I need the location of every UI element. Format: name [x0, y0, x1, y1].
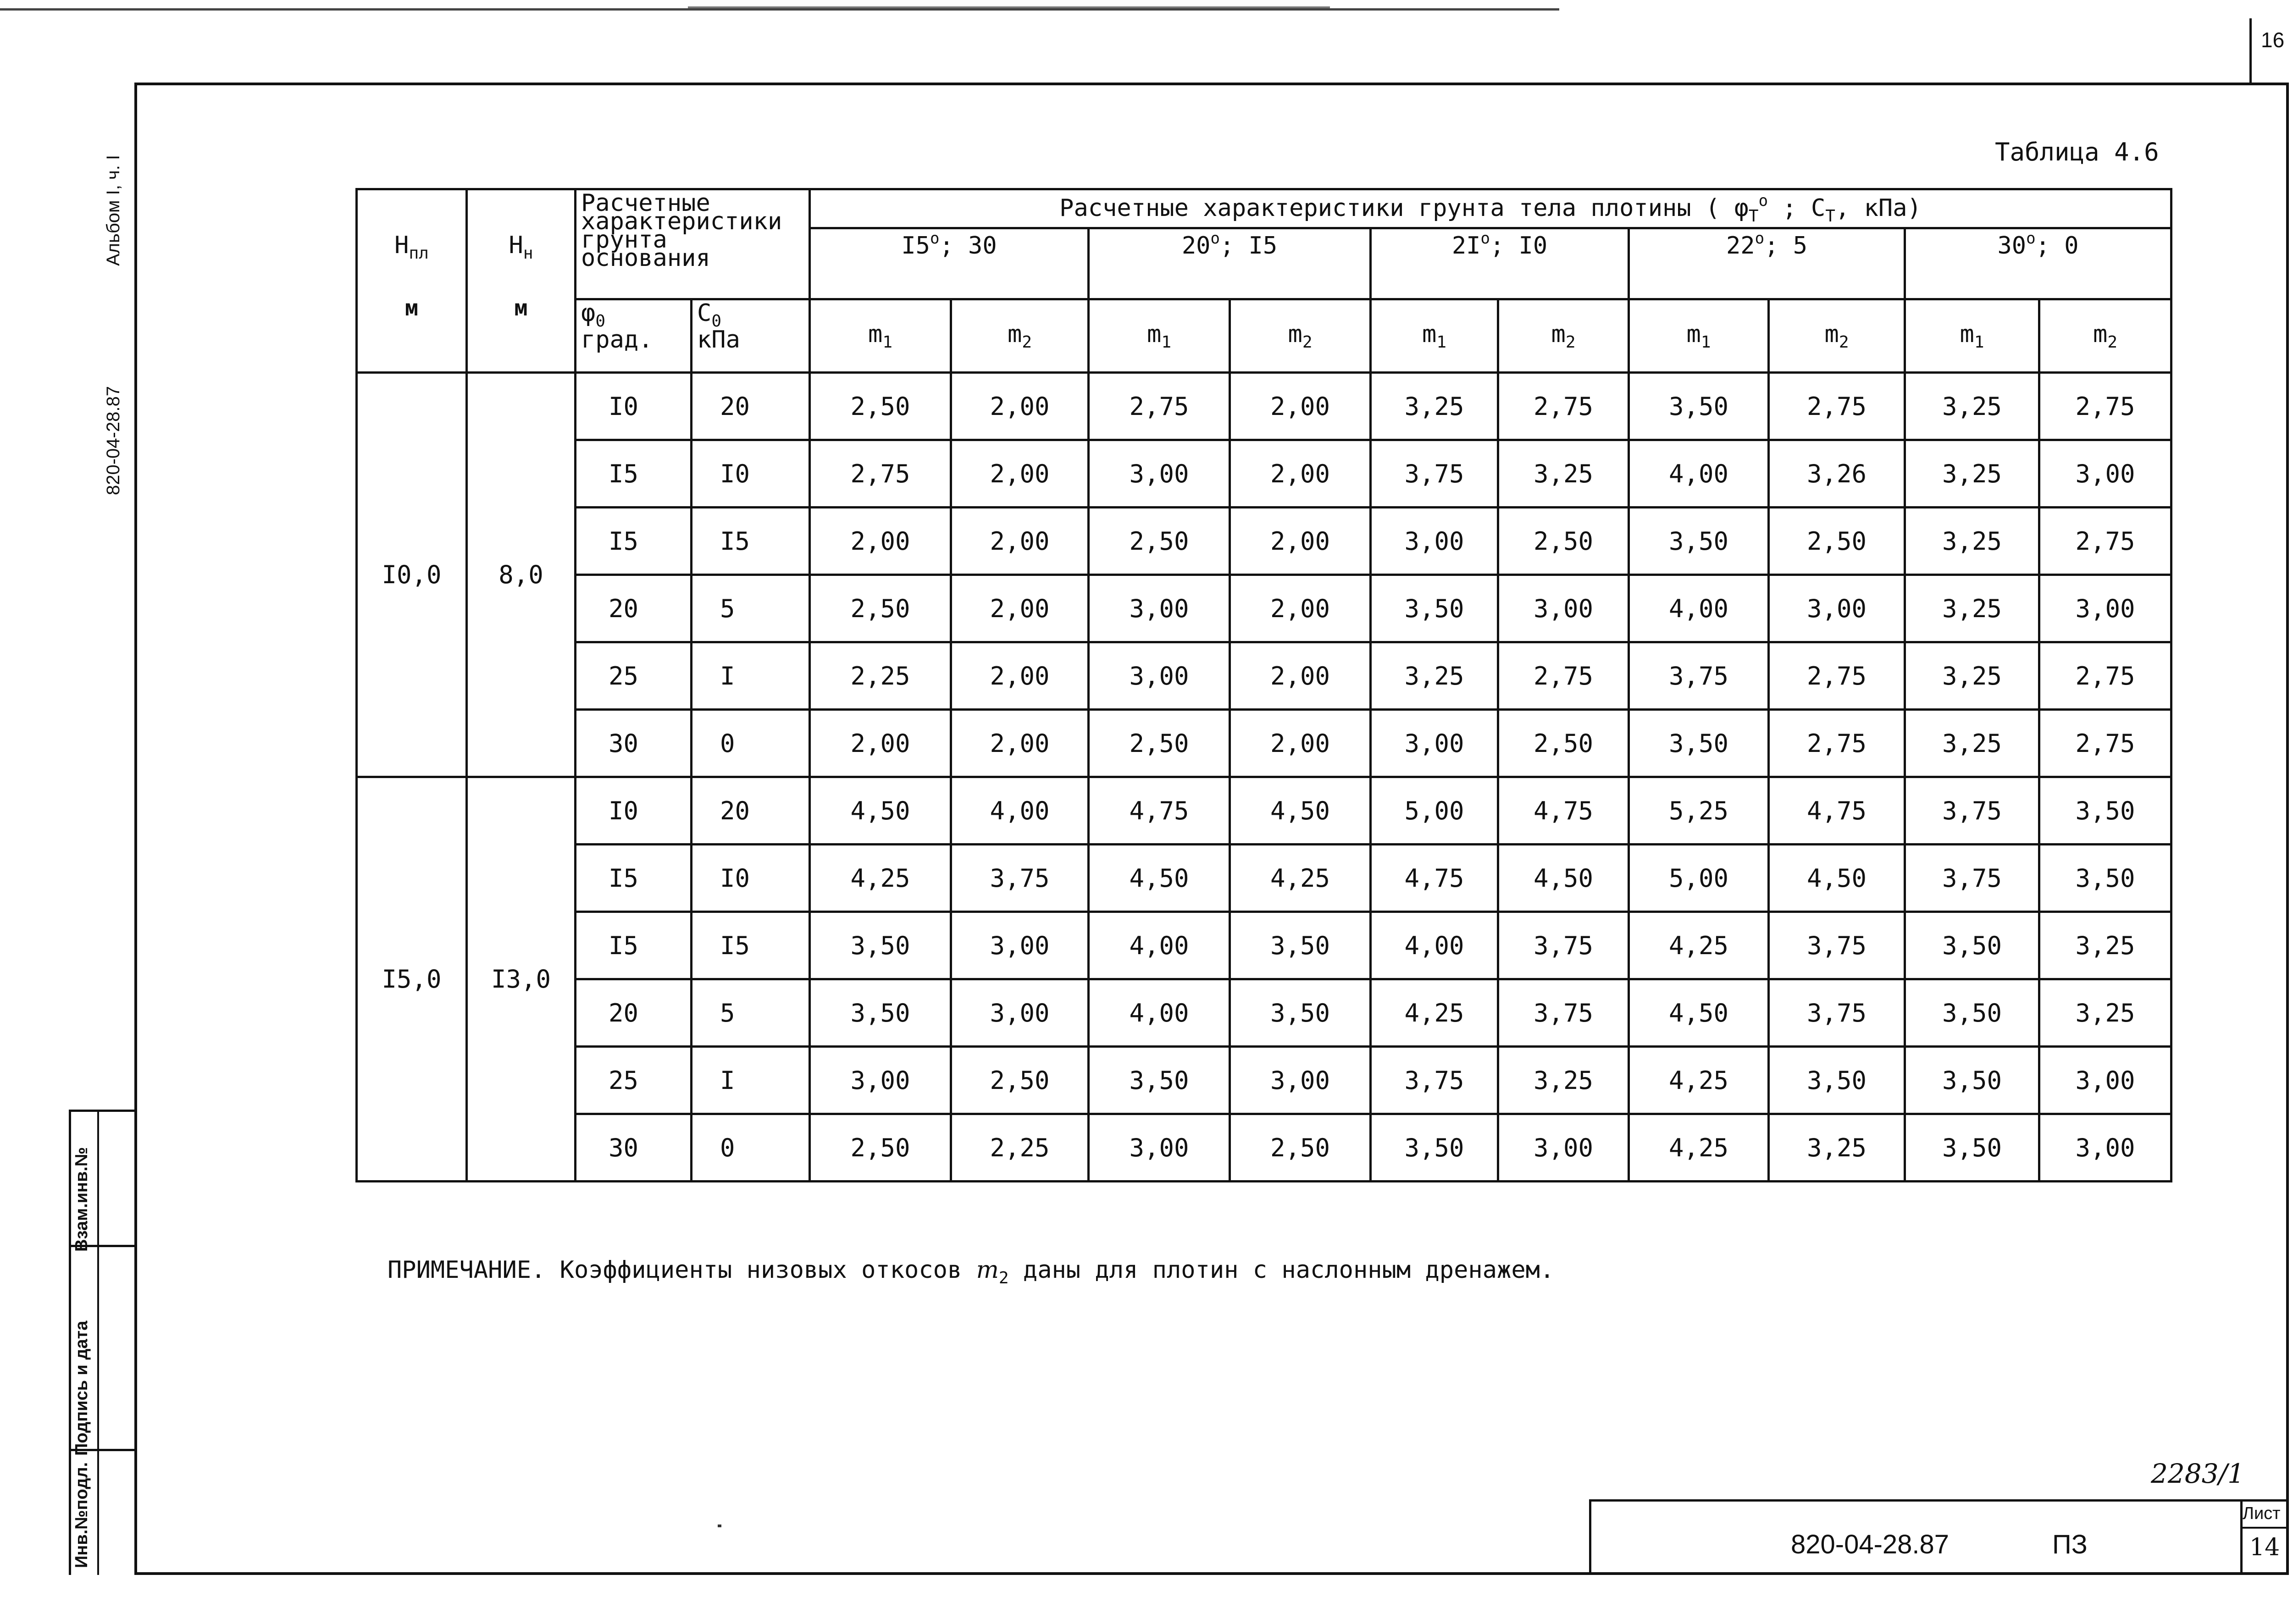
- c0-value: 20: [692, 777, 810, 845]
- m2-value: 4,50: [1230, 777, 1371, 845]
- m2-value: 2,75: [1769, 710, 1905, 777]
- phi0-value: I0: [576, 373, 692, 440]
- m1-value: 4,25: [1371, 979, 1498, 1047]
- m1-value: 3,50: [1629, 710, 1769, 777]
- m1-value: 2,75: [810, 440, 951, 508]
- phi0-value: 30: [576, 710, 692, 777]
- dam-group-header: $20^о$; I5: [1089, 228, 1371, 299]
- m1-value: 3,00: [1371, 508, 1498, 575]
- m2-value: 2,50: [1498, 508, 1629, 575]
- m1-value: 4,25: [1629, 912, 1769, 979]
- m1-value: 2,25: [810, 642, 951, 710]
- m1-value: 3,25: [1371, 642, 1498, 710]
- m2-value: 2,50: [1498, 710, 1629, 777]
- table-row: [357, 710, 2171, 777]
- m2-value: 2,75: [2039, 642, 2171, 710]
- c0-value: I5: [692, 912, 810, 979]
- m1-value: 2,50: [1089, 710, 1230, 777]
- table-row: [357, 777, 2171, 845]
- m2-value: 3,00: [1230, 1047, 1371, 1114]
- margin-doc-code: 820-04-28.87: [103, 386, 123, 495]
- m2-value: 2,50: [1230, 1114, 1371, 1182]
- m2-value: 3,26: [1769, 440, 1905, 508]
- m2-value: 3,75: [951, 845, 1089, 912]
- m2-value: 2,50: [1769, 508, 1905, 575]
- m2-header: $m_2$: [1230, 299, 1371, 373]
- m2-value: 2,75: [1769, 373, 1905, 440]
- hpl-value: I0,0: [357, 373, 467, 777]
- m1-value: 3,25: [1905, 575, 2039, 642]
- hpl-unit: м: [405, 295, 418, 321]
- m1-value: 2,50: [810, 1114, 951, 1182]
- m2-value: 3,50: [2039, 777, 2171, 845]
- table-row: [357, 575, 2171, 642]
- m2-value: 3,50: [1230, 912, 1371, 979]
- m2-value: 3,25: [1498, 440, 1629, 508]
- sheet-number: 14: [2249, 1534, 2280, 1561]
- m1-value: 2,00: [810, 508, 951, 575]
- m1-value: 4,50: [810, 777, 951, 845]
- phi0-value: I5: [576, 845, 692, 912]
- m1-value: 3,75: [1629, 642, 1769, 710]
- table-row: [357, 912, 2171, 979]
- m2-value: 3,25: [2039, 912, 2171, 979]
- m1-value: 3,00: [1089, 1114, 1230, 1182]
- c0-value: I0: [692, 845, 810, 912]
- m2-value: 2,00: [1230, 508, 1371, 575]
- m1-value: 3,00: [1089, 440, 1230, 508]
- m2-value: 2,50: [951, 1047, 1089, 1114]
- dam-soil-header: Расчетные характеристики грунта тела плотины ( $\varphi_Т^о$ ; $С_Т$, кПа): [810, 189, 2171, 228]
- m2-value: 2,00: [1230, 373, 1371, 440]
- m2-value: 3,75: [1498, 912, 1629, 979]
- phi0-value: I5: [576, 508, 692, 575]
- c0-value: 5: [692, 979, 810, 1047]
- slope-coefficients-table: [355, 188, 2172, 1182]
- m1-value: 3,50: [1371, 1114, 1498, 1182]
- m1-value: 4,00: [1089, 979, 1230, 1047]
- phi0-value: 20: [576, 575, 692, 642]
- table-row: [357, 440, 2171, 508]
- sheet-label: Лист: [2243, 1504, 2281, 1523]
- m1-value: 3,50: [1629, 508, 1769, 575]
- page-number: 16: [2261, 28, 2285, 52]
- m1-value: 3,50: [810, 979, 951, 1047]
- m1-value: 4,50: [1629, 979, 1769, 1047]
- m2-value: 3,00: [2039, 1047, 2171, 1114]
- m2-value: 2,75: [2039, 373, 2171, 440]
- m2-value: 3,50: [2039, 845, 2171, 912]
- m2-value: 3,00: [951, 912, 1089, 979]
- m1-value: 3,50: [1371, 575, 1498, 642]
- m2-header: $m_2$: [951, 299, 1089, 373]
- m2-value: 2,00: [951, 710, 1089, 777]
- m1-value: 4,00: [1371, 912, 1498, 979]
- m2-value: 2,00: [951, 642, 1089, 710]
- m1-value: 3,50: [1089, 1047, 1230, 1114]
- m2-value: 2,00: [951, 508, 1089, 575]
- handwritten-number: 2283/1: [2151, 1458, 2245, 1489]
- c0-value: I: [692, 642, 810, 710]
- phi0-value: 30: [576, 1114, 692, 1182]
- m1-value: 3,75: [1905, 777, 2039, 845]
- section-code: ПЗ: [2052, 1530, 2088, 1559]
- strip-divider: [97, 1110, 99, 1575]
- m1-value: 5,25: [1629, 777, 1769, 845]
- hn-symbol: $Н_н$: [509, 232, 533, 263]
- note-prefix: ПРИМЕЧАНИЕ. Коэффициенты низовых откосов: [388, 1256, 962, 1284]
- m2-value: 3,00: [2039, 440, 2171, 508]
- m2-value: 3,00: [1498, 575, 1629, 642]
- m1-value: 5,00: [1371, 777, 1498, 845]
- scan-edge-line: [0, 8, 1559, 11]
- hn-unit: м: [514, 295, 528, 321]
- dam-group-header: $2I^о$; I0: [1371, 228, 1629, 299]
- hpl-value: I5,0: [357, 777, 467, 1182]
- m1-value: 3,25: [1905, 508, 2039, 575]
- m2-value: 2,00: [951, 373, 1089, 440]
- dam-group-header: $I5^о$; 30: [810, 228, 1089, 299]
- m1-value: 3,50: [810, 912, 951, 979]
- m2-header: $m_2$: [1769, 299, 1905, 373]
- m2-value: 3,50: [1769, 1047, 1905, 1114]
- m1-value: 4,75: [1371, 845, 1498, 912]
- table-row: [357, 1047, 2171, 1114]
- table-row: [357, 1114, 2171, 1182]
- m2-value: 2,00: [1230, 440, 1371, 508]
- scan-dot: [718, 1525, 721, 1527]
- strip-border: [69, 1110, 71, 1575]
- m2-value: 2,00: [951, 440, 1089, 508]
- m1-value: 3,50: [1629, 373, 1769, 440]
- dam-group-header: $22^о$; 5: [1629, 228, 1905, 299]
- m2-value: 4,00: [951, 777, 1089, 845]
- hpl-symbol: $Н_{пл}$: [394, 232, 429, 263]
- table-row: [357, 979, 2171, 1047]
- m2-value: 3,75: [1769, 912, 1905, 979]
- m2-value: 3,25: [2039, 979, 2171, 1047]
- scan-edge-line: [688, 6, 1330, 8]
- m2-header: $m_2$: [2039, 299, 2171, 373]
- m1-value: 3,75: [1371, 440, 1498, 508]
- m1-value: 4,25: [810, 845, 951, 912]
- phi0-value: I5: [576, 912, 692, 979]
- m2-value: 2,75: [1498, 642, 1629, 710]
- m1-value: 3,25: [1905, 373, 2039, 440]
- m2-value: 2,00: [1230, 710, 1371, 777]
- m2-value: 2,75: [1498, 373, 1629, 440]
- m1-value: 2,50: [810, 575, 951, 642]
- table-row: [357, 508, 2171, 575]
- phi0-value: 25: [576, 1047, 692, 1114]
- m1-value: 2,75: [1089, 373, 1230, 440]
- m1-value: 3,00: [1089, 642, 1230, 710]
- m2-value: 3,00: [2039, 1114, 2171, 1182]
- m2-value: 3,25: [1769, 1114, 1905, 1182]
- m2-value: 3,25: [1498, 1047, 1629, 1114]
- m2-value: 4,75: [1498, 777, 1629, 845]
- m1-value: 2,50: [810, 373, 951, 440]
- m1-value: 4,25: [1629, 1114, 1769, 1182]
- signature-date-label: Подпись и дата: [72, 1320, 91, 1456]
- m2-value: 3,75: [1498, 979, 1629, 1047]
- m1-value: 4,00: [1629, 575, 1769, 642]
- m2-value: 4,75: [1769, 777, 1905, 845]
- m1-header: $m_1$: [1629, 299, 1769, 373]
- m2-header: $m_2$: [1498, 299, 1629, 373]
- m1-header: $m_1$: [1371, 299, 1498, 373]
- hn-value: 8,0: [467, 373, 576, 777]
- table-note: [388, 1256, 1554, 1287]
- m1-value: 3,50: [1905, 1114, 2039, 1182]
- sheet-box-divider: [2240, 1527, 2289, 1529]
- m2-value: 2,00: [1230, 642, 1371, 710]
- c0-value: I5: [692, 508, 810, 575]
- m1-value: 3,75: [1905, 845, 2039, 912]
- m1-value: 5,00: [1629, 845, 1769, 912]
- c0-value: 0: [692, 710, 810, 777]
- m2-value: 2,75: [2039, 710, 2171, 777]
- m2-value: 3,00: [951, 979, 1089, 1047]
- table-body: [357, 373, 2171, 1182]
- m1-value: 3,00: [810, 1047, 951, 1114]
- hn-value: I3,0: [467, 777, 576, 1182]
- c0-value: I: [692, 1047, 810, 1114]
- m2-value: 4,25: [1230, 845, 1371, 912]
- table-row: [357, 642, 2171, 710]
- m2-value: 2,75: [1769, 642, 1905, 710]
- base-soil-header: Расчетные характеристики грунта основания: [576, 189, 810, 299]
- m2-value: 3,00: [1498, 1114, 1629, 1182]
- inv-podl-label: Инв.№подл.: [72, 1462, 91, 1568]
- m2-value: 2,25: [951, 1114, 1089, 1182]
- note-symbol: $m_2$: [976, 1256, 1009, 1287]
- table-row: [357, 373, 2171, 440]
- phi0-value: 20: [576, 979, 692, 1047]
- c0-header: $C_0$ кПа: [692, 299, 810, 373]
- phi0-header: $\varphi_0$ град.: [576, 299, 692, 373]
- m1-value: 3,00: [1089, 575, 1230, 642]
- m1-value: 4,00: [1629, 440, 1769, 508]
- m1-value: 3,25: [1905, 440, 2039, 508]
- m1-value: 3,25: [1905, 710, 2039, 777]
- album-label: Альбом I, ч. I: [103, 155, 123, 266]
- table-row: [357, 845, 2171, 912]
- m2-value: 2,00: [951, 575, 1089, 642]
- c0-value: I0: [692, 440, 810, 508]
- m1-value: 3,00: [1371, 710, 1498, 777]
- m1-value: 3,75: [1371, 1047, 1498, 1114]
- table-caption: Таблица 4.6: [1995, 138, 2159, 166]
- m1-value: 2,50: [1089, 508, 1230, 575]
- phi0-value: I0: [576, 777, 692, 845]
- m1-value: 4,00: [1089, 912, 1230, 979]
- m2-value: 4,50: [1498, 845, 1629, 912]
- note-suffix: даны для плотин с наслонным дренажем.: [1023, 1256, 1555, 1284]
- m2-value: 3,00: [2039, 575, 2171, 642]
- m1-value: 2,00: [810, 710, 951, 777]
- hpl-header: [357, 189, 467, 373]
- phi0-value: 25: [576, 642, 692, 710]
- m1-value: 3,50: [1905, 1047, 2039, 1114]
- m1-value: 3,25: [1905, 642, 2039, 710]
- m1-value: 3,50: [1905, 979, 2039, 1047]
- vzam-inv-label: Взам.инв.№: [72, 1147, 91, 1252]
- m2-value: 2,00: [1230, 575, 1371, 642]
- dam-group-header: $30^о$; 0: [1905, 228, 2171, 299]
- c0-value: 5: [692, 575, 810, 642]
- m2-value: 3,50: [1230, 979, 1371, 1047]
- m1-header: $m_1$: [1905, 299, 2039, 373]
- m2-value: 4,50: [1769, 845, 1905, 912]
- m1-value: 3,25: [1371, 373, 1498, 440]
- m2-value: 3,75: [1769, 979, 1905, 1047]
- hn-header: [467, 189, 576, 373]
- doc-code: 820-04-28.87: [1791, 1530, 1950, 1559]
- c0-value: 20: [692, 373, 810, 440]
- m1-value: 3,50: [1905, 912, 2039, 979]
- m1-header: $m_1$: [1089, 299, 1230, 373]
- phi0-value: I5: [576, 440, 692, 508]
- m1-header: $m_1$: [810, 299, 951, 373]
- c0-value: 0: [692, 1114, 810, 1182]
- m2-value: 3,00: [1769, 575, 1905, 642]
- m2-value: 2,75: [2039, 508, 2171, 575]
- m1-value: 4,50: [1089, 845, 1230, 912]
- m1-value: 4,25: [1629, 1047, 1769, 1114]
- m1-value: 4,75: [1089, 777, 1230, 845]
